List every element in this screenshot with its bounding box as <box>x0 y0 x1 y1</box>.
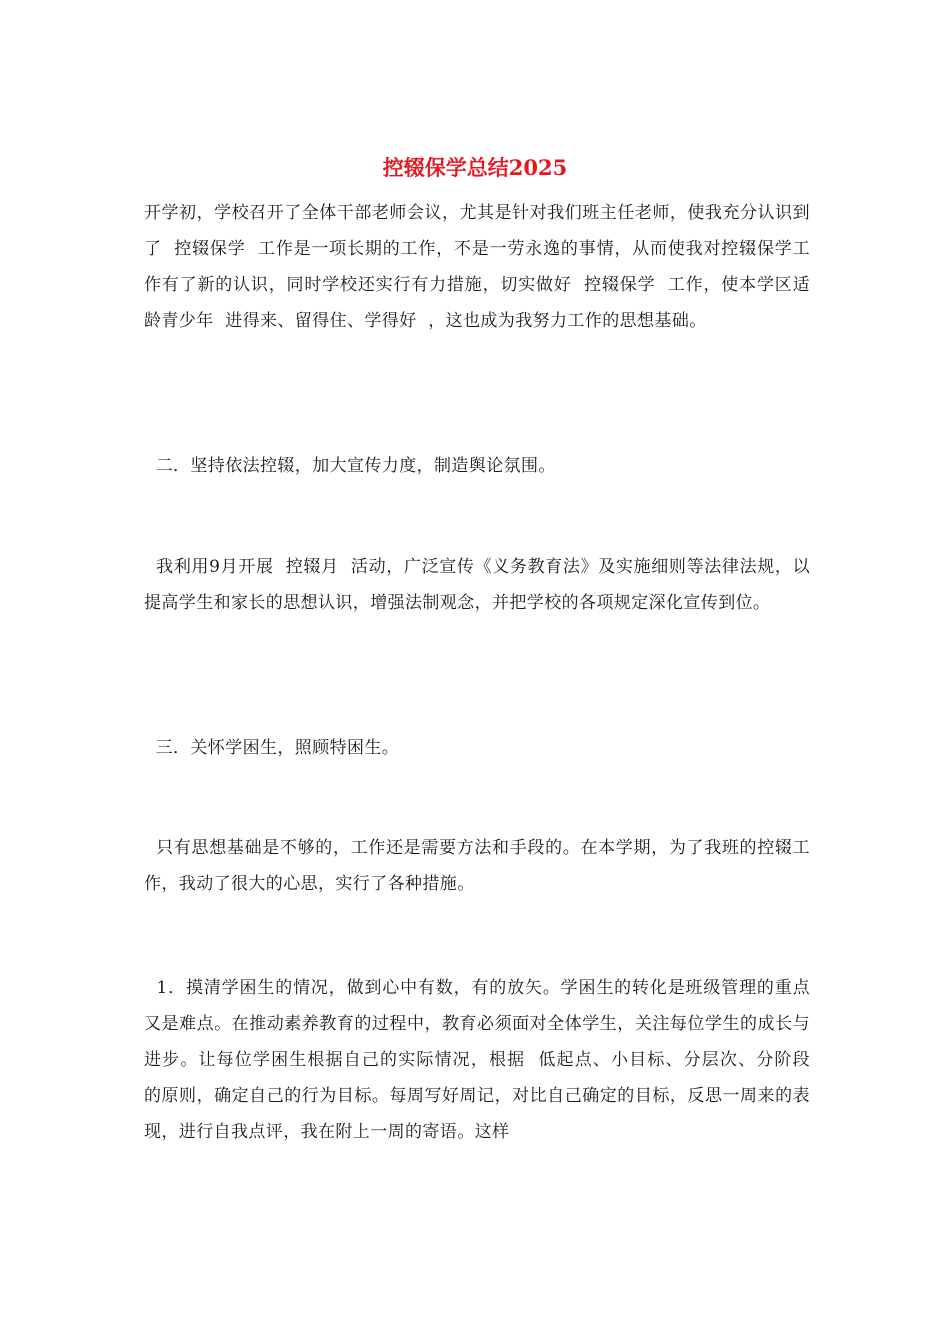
paragraph-publicity: 我利用9月开展 控辍月 活动，广泛宣传《义务教育法》及实施细则等法律法规，以提高学生和家长的思想认识，增强法制观念，并把学校的各项规定深化宣传到位。 <box>144 557 811 613</box>
paragraph-item-1: 1．摸清学困生的情况，做到心中有数，有的放矢。学困生的转化是班级管理的重点又是难点。在推动素养教育的过程中，教育必须面对全体学生，关注每位学生的成长与进步。让每位学困生根据自己的实际情况，根据 低起点、小目标、分层次、分阶段 的原则，确定自己的行为目标。每周写好周记，对比自己确定的目标，反思一周来的表现，进行自我点评，我在附上一周的寄语。这样 <box>144 978 822 1142</box>
section-heading-2: 二．坚持依法控辍，加大宣传力度，制造舆论氛围。 <box>144 456 556 476</box>
section-heading-3: 三．关怀学困生，照顾特困生。 <box>144 738 400 758</box>
document-title: 控辍保学总结2025 <box>382 155 568 180</box>
paragraph-methods: 只有思想基础是不够的，工作还是需要方法和手段的。在本学期，为了我班的控辍工作，我动了很大的心思，实行了各种措施。 <box>144 838 810 894</box>
paragraph-intro: 开学初，学校召开了全体干部老师会议，尤其是针对我们班主任老师，使我充分认识到了 控辍保学 工作是一项长期的工作，不是一劳永逸的事情，从而使我对控辍保学工作有了新的认识，同时学校还实行有力措施，切实做好 控辍保学 工作，使本学区适龄青少年 进得来、留得住、学得好 ，这也成为我努力工作的思想基础。 <box>144 203 810 331</box>
